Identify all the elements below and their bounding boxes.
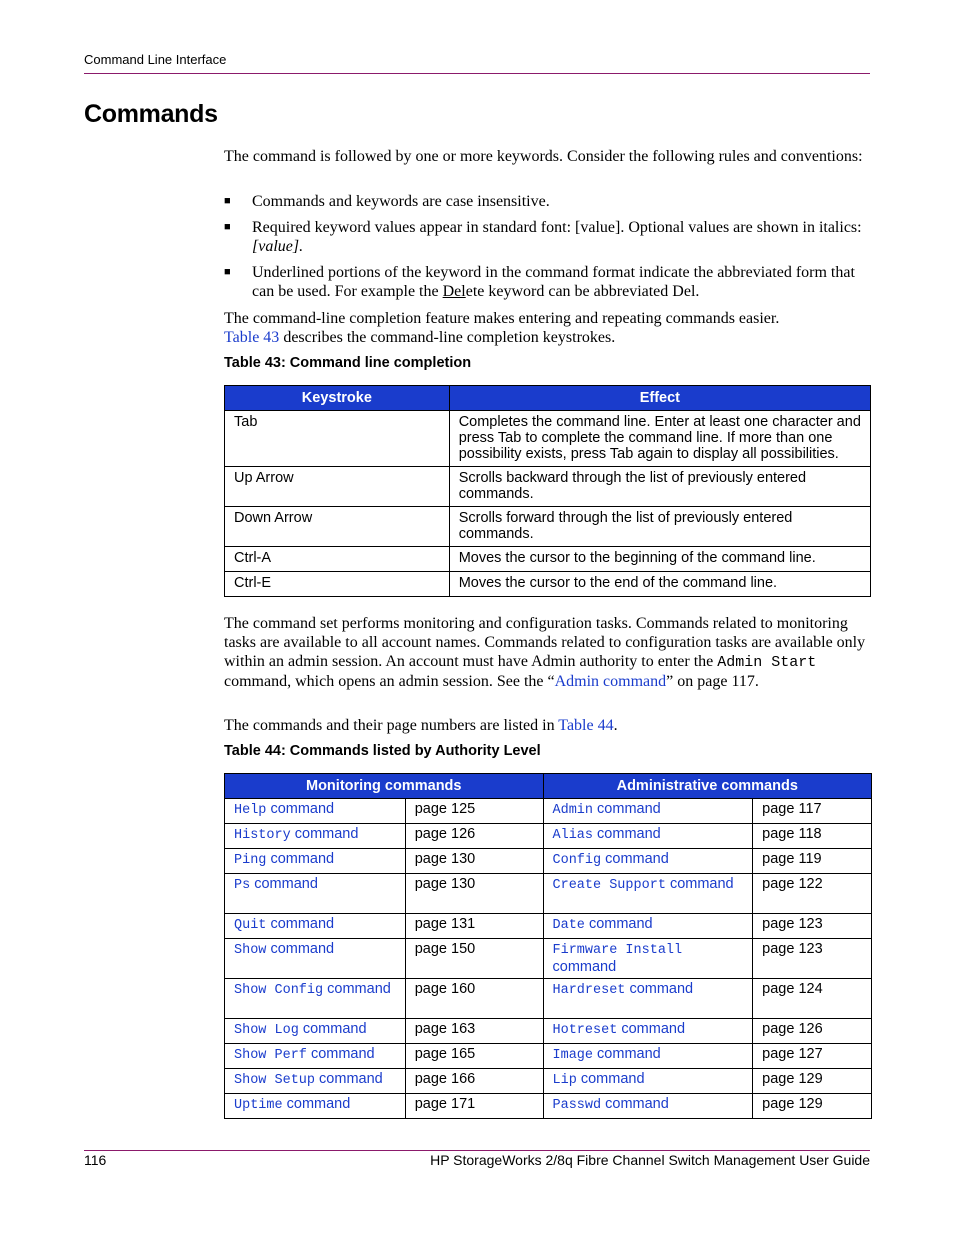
table-row [225, 1044, 872, 1069]
page-ref-cell: page 124 [753, 979, 872, 1019]
command-word[interactable]: command [310, 1046, 375, 1062]
authority-table-body [225, 799, 872, 1119]
command-word[interactable]: command [270, 801, 335, 817]
page-ref-cell: page 171 [405, 1094, 543, 1119]
page-title: Commands [84, 100, 218, 128]
monitoring-command-cell[interactable] [225, 1044, 406, 1069]
page-ref-cell: page 118 [753, 824, 872, 849]
intro-paragraph: The command is followed by one or more keywords. Consider the following rules and conventions: [224, 148, 863, 165]
paragraph-text: ” on page 117. [666, 673, 759, 690]
inline-code: Admin Start [717, 654, 817, 671]
command-word[interactable]: command [327, 981, 391, 997]
admin-command-cell[interactable] [543, 824, 753, 849]
table-row [225, 914, 872, 939]
command-keyword[interactable]: History [234, 828, 291, 843]
admin-command-cell[interactable] [543, 849, 753, 874]
bullet-item-3 [252, 263, 872, 301]
bullet-marker: ■ [224, 266, 231, 278]
command-keyword[interactable]: Show Log [234, 1023, 299, 1038]
command-word[interactable]: command [605, 1096, 669, 1112]
command-keyword[interactable]: Ps [234, 878, 251, 893]
table-row [225, 1069, 872, 1094]
monitoring-command-cell[interactable] [225, 939, 406, 979]
command-word[interactable]: command [669, 876, 734, 892]
effect-text: again to display all possibilities. [633, 446, 839, 462]
command-word[interactable]: command [597, 826, 661, 842]
page-ref-cell: page 129 [753, 1069, 872, 1094]
table-44-caption: Table 44: Commands listed by Authority Level [224, 743, 541, 759]
footer-doc-title: HP StorageWorks 2/8q Fibre Channel Switch Management User Guide [430, 1152, 870, 1168]
command-word[interactable]: command [294, 826, 359, 842]
command-word[interactable]: command [254, 876, 318, 892]
command-keyword[interactable]: Show Perf [234, 1048, 307, 1063]
command-keyword[interactable]: Hotreset [552, 1023, 618, 1038]
underlined-abbrev: Del [442, 283, 466, 300]
admin-command-cell[interactable] [543, 874, 753, 914]
command-keyword[interactable]: Image [552, 1048, 594, 1063]
monitoring-command-cell[interactable] [225, 914, 406, 939]
running-header: Command Line Interface [84, 52, 227, 67]
page-ref-cell: page 131 [405, 914, 543, 939]
command-word[interactable]: command [286, 1096, 351, 1112]
table-43-link[interactable]: Table 43 [224, 329, 280, 346]
header-rule [84, 73, 870, 74]
effect-text: to complete the command line. If more than one possibility exists, press [458, 430, 833, 462]
command-word[interactable]: command [302, 1021, 367, 1037]
command-keyword[interactable]: Lip [552, 1073, 577, 1088]
bullet-text: Required keyword values appear in standard font: [value]. Optional values are shown in italics: [252, 219, 862, 236]
table-43-caption: Table 43: Command line completion [224, 355, 472, 371]
table-row [225, 572, 871, 597]
page-ref-cell: page 129 [753, 1094, 872, 1119]
command-word[interactable]: command [629, 981, 694, 997]
command-keyword[interactable]: Show [234, 943, 267, 958]
effect-text: Completes the command line. Enter at least one character and press [458, 414, 861, 446]
page-ref-cell: page 163 [405, 1019, 543, 1044]
table-row [225, 1094, 872, 1119]
command-keyword[interactable]: Uptime [234, 1098, 283, 1113]
bullet-item-2 [252, 218, 872, 256]
page-ref-cell: page 117 [753, 799, 872, 824]
command-word[interactable]: command [270, 916, 335, 932]
table-row [225, 1019, 872, 1044]
command-word[interactable]: command [605, 851, 669, 867]
table-row [225, 507, 871, 547]
admin-command-cell[interactable] [543, 1094, 753, 1119]
table-row [225, 849, 872, 874]
admin-command-cell[interactable] [543, 914, 753, 939]
page-ref-cell: page 127 [753, 1044, 872, 1069]
command-keyword[interactable]: Show Setup [234, 1073, 316, 1088]
column-header-keystroke: Keystroke [225, 386, 450, 411]
monitoring-command-cell[interactable] [225, 1019, 406, 1044]
column-header-monitoring: Monitoring commands [225, 774, 544, 799]
command-keyword[interactable]: Hardreset [552, 983, 626, 998]
bullet-marker: ■ [224, 221, 231, 233]
authority-table [224, 773, 872, 1119]
paragraph-text: . [613, 717, 618, 734]
monitoring-command-cell[interactable] [225, 849, 406, 874]
keystroke-cell: Ctrl-E [225, 572, 450, 597]
command-word[interactable]: command [597, 801, 661, 817]
bullet-marker: ■ [224, 195, 231, 207]
effect-cell: Moves the cursor to the end of the command line. [449, 572, 870, 597]
bullet-text: ete keyword can be abbreviated Del. [465, 283, 700, 300]
completion-paragraph [224, 309, 872, 347]
italic-example: [value]. [252, 238, 304, 255]
command-word[interactable]: command [621, 1021, 686, 1037]
effect-cell: Moves the cursor to the beginning of the command line. [449, 547, 870, 572]
keystroke-cell: Up Arrow [225, 467, 450, 507]
page-ref-cell: page 130 [405, 849, 543, 874]
command-keyword[interactable]: Show Config [234, 983, 324, 998]
footer-rule [84, 1150, 870, 1151]
admin-command-cell[interactable] [543, 939, 753, 979]
command-keyword[interactable]: Quit [234, 918, 267, 933]
keystroke-cell: Down Arrow [225, 507, 450, 547]
monitoring-command-cell[interactable] [225, 1069, 406, 1094]
paragraph-text: The command set performs monitoring and configuration tasks. Commands related to monitoring tasks are available to all account names. Commands related to configuration tasks are available only within an admin session. An account must have Admin authority to enter the [224, 615, 866, 670]
effect-cell: Scrolls forward through the list of previously entered commands. [449, 507, 870, 547]
command-keyword[interactable]: Alias [552, 828, 594, 843]
table-row [225, 799, 872, 824]
key-name: Tab [609, 446, 634, 462]
table-header-row [225, 774, 872, 799]
command-keyword[interactable]: Passwd [552, 1098, 602, 1113]
command-keyword[interactable]: Help [234, 803, 267, 818]
page-ref-cell: page 150 [405, 939, 543, 979]
admin-command-link[interactable]: Admin command [554, 673, 667, 690]
page-ref-cell: page 166 [405, 1069, 543, 1094]
command-word[interactable]: command [588, 916, 653, 932]
paragraph-text: command, which opens an admin session. See the “ [224, 673, 555, 690]
column-header-admin: Administrative commands [543, 774, 872, 799]
monitoring-command-cell[interactable] [225, 979, 406, 1019]
table-row [225, 467, 871, 507]
paragraph-text: The command-line completion feature makes entering and repeating commands easier. [224, 310, 780, 327]
monitoring-command-cell[interactable] [225, 874, 406, 914]
command-keyword[interactable]: Create Support [552, 878, 666, 893]
list-paragraph [224, 716, 872, 735]
admin-command-cell[interactable] [543, 979, 753, 1019]
paragraph-text: The commands and their page numbers are listed in [224, 717, 559, 734]
table-row [225, 824, 872, 849]
monitoring-command-cell[interactable] [225, 824, 406, 849]
table-row [225, 547, 871, 572]
command-keyword[interactable]: Admin [552, 803, 594, 818]
paragraph-text: describes the command-line completion keystrokes. [279, 329, 616, 346]
page-ref-cell: page 123 [753, 939, 872, 979]
column-header-effect: Effect [449, 386, 870, 411]
table-row [225, 874, 872, 914]
page-ref-cell: page 125 [405, 799, 543, 824]
command-keyword[interactable]: Config [552, 853, 602, 868]
page-number: 116 [84, 1152, 107, 1168]
command-word[interactable]: command [580, 1071, 645, 1087]
completion-table [224, 385, 871, 597]
command-keyword[interactable]: Firmware Install [552, 943, 683, 958]
page-ref-cell: page 119 [753, 849, 872, 874]
table-row [225, 939, 872, 979]
monitoring-command-cell[interactable] [225, 799, 406, 824]
page-ref-cell: page 130 [405, 874, 543, 914]
bullet-text: Underlined portions of the keyword in the command format indicate the abbreviated form that can be used. For example the [252, 264, 855, 300]
keystroke-cell: Ctrl-A [225, 547, 450, 572]
key-name: Tab [497, 430, 522, 446]
admin-command-cell[interactable] [543, 1069, 753, 1094]
command-word[interactable]: command [270, 851, 335, 867]
page-ref-cell: page 126 [405, 824, 543, 849]
authority-paragraph [224, 614, 872, 691]
command-word[interactable]: command [552, 959, 617, 975]
page-ref-cell: page 165 [405, 1044, 543, 1069]
page-ref-cell: page 126 [753, 1019, 872, 1044]
page-ref-cell: page 123 [753, 914, 872, 939]
table-row [225, 411, 871, 467]
command-word[interactable]: command [270, 941, 335, 957]
effect-cell [449, 411, 870, 467]
monitoring-command-cell[interactable] [225, 1094, 406, 1119]
effect-cell: Scrolls backward through the list of previously entered commands. [449, 467, 870, 507]
table-header-row [225, 386, 871, 411]
keystroke-cell: Tab [225, 411, 450, 467]
command-keyword[interactable]: Date [552, 918, 585, 933]
page-ref-cell: page 160 [405, 979, 543, 1019]
command-word[interactable]: command [597, 1046, 661, 1062]
admin-command-cell[interactable] [543, 799, 753, 824]
admin-command-cell[interactable] [543, 1044, 753, 1069]
bullet-item-1: Commands and keywords are case insensitive. [252, 193, 550, 210]
command-word[interactable]: command [319, 1071, 383, 1087]
admin-command-cell[interactable] [543, 1019, 753, 1044]
table-44-link[interactable]: Table 44 [558, 717, 614, 734]
table-row [225, 979, 872, 1019]
page-ref-cell: page 122 [753, 874, 872, 914]
command-keyword[interactable]: Ping [234, 853, 267, 868]
